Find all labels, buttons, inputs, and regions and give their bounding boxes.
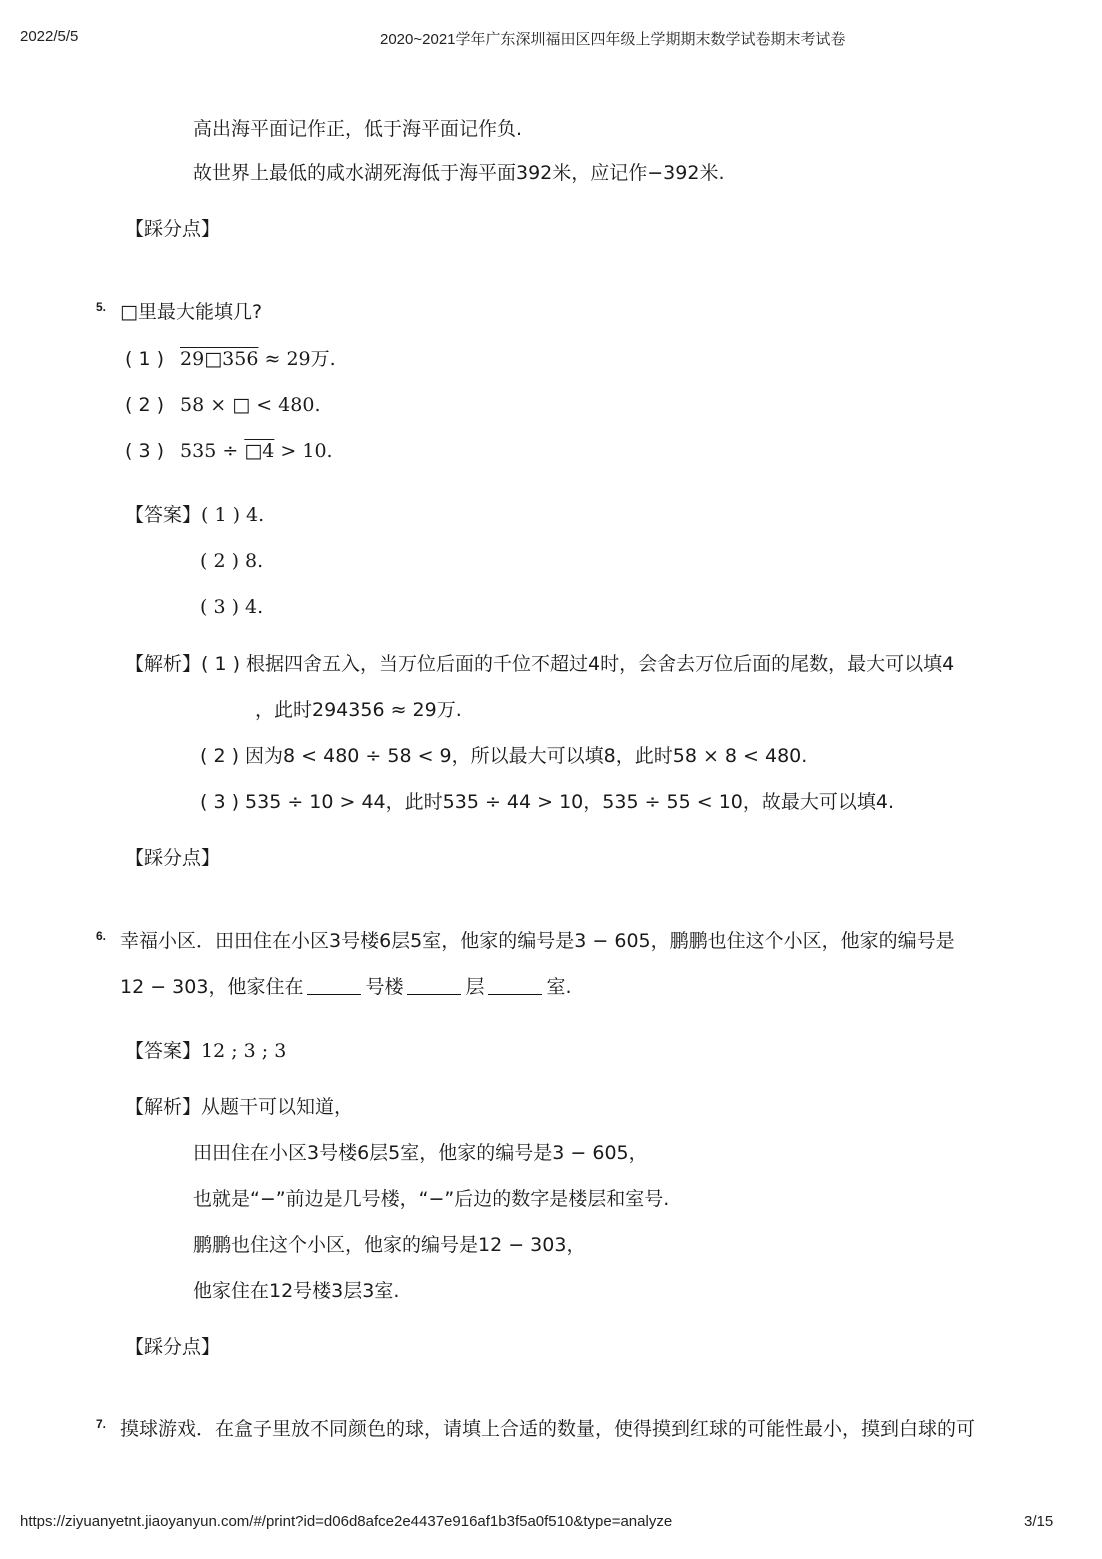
prev-analysis-line-1: 高出海平面记作正，低于海平面记作负. (193, 118, 523, 140)
part-1-label: ( 1 ) (125, 348, 164, 370)
question-5-part-3 (125, 438, 333, 464)
analysis-label: 【解析】 (125, 1096, 202, 1118)
question-6-analysis-4: 他家住在12号楼3层3室. (193, 1280, 400, 1302)
question-6-analysis-3: 鹏鹏也住这个小区，他家的编号是12 − 303， (193, 1234, 586, 1256)
question-7-number: 7. (96, 1417, 107, 1431)
question-5-answer-3: ( 3 ) 4. (200, 596, 264, 618)
question-5-number: 5. (96, 300, 107, 314)
part-3-label: ( 3 ) (125, 440, 164, 462)
prev-points-label: 【踩分点】 (125, 218, 221, 240)
question-6-answer (125, 1038, 286, 1064)
analysis-label: 【解析】 (125, 653, 202, 675)
question-5-analysis-3: ( 3 ) 535 ÷ 10 > 44，此时535 ÷ 44 > 10，535 ÷ 55 < 10，故最大可以填4. (200, 791, 895, 813)
question-5-analysis-1-cont: ，此时294356 ≈ 29万. (255, 699, 462, 721)
page-number: 3/15 (1024, 1513, 1054, 1530)
stem-text-c: 层 (465, 976, 485, 998)
answer-1: ( 1 ) 4. (201, 504, 265, 526)
part-2-expression: 58 × □ < 480. (180, 394, 321, 416)
question-7-stem-1: 摸球游戏．在盒子里放不同颜色的球，请填上合适的数量，使得摸到红球的可能性最小，摸到白球的可 (120, 1418, 976, 1440)
blank-building[interactable] (307, 974, 361, 995)
stem-text-a: 12 − 303，他家住在 (120, 976, 304, 998)
question-5-points-label: 【踩分点】 (125, 847, 221, 869)
analysis-intro: 从题干可以知道， (201, 1096, 354, 1118)
question-5-stem: □里最大能填几? (120, 301, 263, 323)
blank-floor[interactable] (407, 974, 461, 995)
question-5-part-1 (125, 346, 336, 372)
stem-text-b: 号楼 (365, 976, 404, 998)
answer-label: 【答案】 (125, 1040, 202, 1062)
print-date: 2022/5/5 (20, 28, 79, 45)
footer-url[interactable]: https://ziyuanyetnt.jiaoyanyun.com/#/print?id=d06d8afce2e4437e916af1b3f5a0f510&type=analyze (20, 1513, 673, 1530)
stem-text-d: 室. (546, 976, 572, 998)
question-5-analysis-2: ( 2 ) 因为8 < 480 ÷ 58 < 9，所以最大可以填8，此时58 × 8 < 480. (200, 745, 808, 767)
question-6-stem-1: 幸福小区．田田住在小区3号楼6层5室，他家的编号是3 − 605，鹏鹏也住这个小区，他家的编号是 (120, 930, 955, 952)
question-6-analysis-1: 田田住在小区3号楼6层5室，他家的编号是3 − 605， (193, 1142, 648, 1164)
part-3-expression-end: > 10. (274, 440, 333, 462)
question-5-analysis (125, 651, 954, 677)
question-5-answer-2: ( 2 ) 8. (200, 550, 264, 572)
question-6-number: 6. (96, 929, 107, 943)
question-5-answer (125, 502, 264, 528)
part-3-expression-start: 535 ÷ (180, 440, 245, 462)
question-5-part-2 (125, 392, 320, 418)
blank-room[interactable] (488, 974, 542, 995)
part-2-label: ( 2 ) (125, 394, 164, 416)
question-6-analysis (125, 1094, 353, 1120)
part-1-expression: ≈ 29万. (258, 348, 336, 370)
question-6-points-label: 【踩分点】 (125, 1336, 221, 1358)
part-3-overlined-number: □4 (244, 440, 275, 462)
analysis-1: ( 1 ) 根据四舍五入，当万位后面的千位不超过4时，会舍去万位后面的尾数，最大可以填4 (201, 653, 955, 675)
answer-label: 【答案】 (125, 504, 202, 526)
answer-value: 12 ; 3 ; 3 (201, 1040, 287, 1062)
prev-analysis-line-2: 故世界上最低的咸水湖死海低于海平面392米，应记作−392米. (193, 162, 725, 184)
document-title: 2020~2021学年广东深圳福田区四年级上学期期末数学试卷期末考试卷 (380, 31, 846, 48)
question-6-analysis-2: 也就是“−”前边是几号楼，“−”后边的数字是楼层和室号. (193, 1188, 670, 1210)
part-1-overlined-number: 29□356 (180, 348, 259, 370)
question-6-stem-2 (120, 974, 572, 1000)
